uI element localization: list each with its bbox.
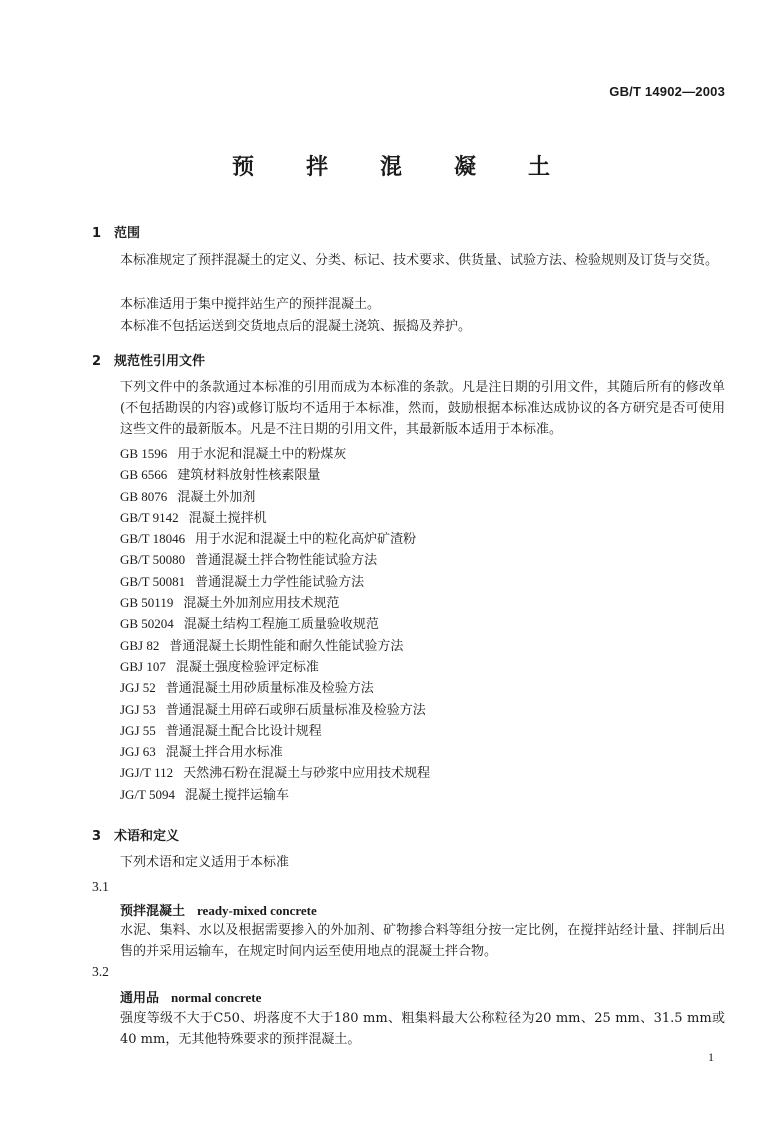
section-number: 2 <box>92 354 102 369</box>
section-title: 规范性引用文件 <box>114 354 206 369</box>
reference-code: JGJ 55 <box>120 722 156 738</box>
list-item <box>120 613 430 634</box>
reference-title: 用于水泥和混凝土中的粉煤灰 <box>177 447 347 462</box>
reference-code: GB/T 18046 <box>120 531 186 547</box>
reference-code: GB/T 50081 <box>120 573 186 589</box>
list-item <box>120 677 430 698</box>
reference-title: 普通混凝土拌合物性能试验方法 <box>195 553 378 569</box>
reference-code: JGJ 52 <box>120 680 156 696</box>
list-item <box>120 720 430 741</box>
reference-title: 普通混凝土力学性能试验方法 <box>195 574 365 590</box>
section-number: 1 <box>92 226 102 241</box>
title-char: 土 <box>528 155 551 180</box>
term-definition: 水泥、集料、水以及根据需要掺入的外加剂、矿物掺合料等组分按一定比例，在搅拌站经计量、拌制后出售的并采用运输车，在规定时间内运至使用地点的混凝土拌合物。 <box>120 923 725 959</box>
term-chinese: 预拌混凝土 <box>120 904 186 919</box>
term-english: ready-mixed concrete <box>197 903 317 918</box>
term-entry <box>120 987 261 1006</box>
list-item <box>120 528 430 549</box>
reference-code: JGJ 63 <box>120 744 156 760</box>
reference-code: GBJ 107 <box>120 658 166 674</box>
reference-title: 混凝土强度检验评定标准 <box>175 659 319 675</box>
reference-title: 用于水泥和混凝土中的粒化高炉矿渣粉 <box>195 532 417 548</box>
reference-title: 普通混凝土用砂质量标准及检验方法 <box>165 681 374 697</box>
reference-title: 混凝土搅拌运输车 <box>185 787 290 803</box>
reference-title: 混凝土外加剂应用技术规范 <box>183 596 340 612</box>
reference-code: GB 6566 <box>120 467 168 483</box>
clause-number: 3.2 <box>92 964 109 979</box>
reference-code: GBJ 82 <box>120 637 160 653</box>
reference-title: 混凝土外加剂 <box>177 489 256 505</box>
section-3-heading <box>92 825 179 844</box>
section-1-heading <box>92 222 140 241</box>
reference-code: GB/T 9142 <box>120 509 179 525</box>
list-item <box>120 443 430 464</box>
list-item <box>120 464 430 485</box>
reference-title: 普通混凝土长期性能和耐久性能试验方法 <box>169 638 404 654</box>
section-number: 3 <box>92 829 102 844</box>
reference-code: GB 50119 <box>120 595 174 611</box>
reference-code: JGJ/T 112 <box>120 765 174 781</box>
reference-title: 混凝土搅拌机 <box>188 510 267 526</box>
reference-title: 混凝土拌合用水标准 <box>165 745 283 761</box>
list-item <box>120 762 430 783</box>
reference-title: 普通混凝土用碎石或卵石质量标准及检验方法 <box>165 702 426 718</box>
document-title <box>0 150 782 181</box>
reference-code: GB 1596 <box>120 446 168 461</box>
reference-title: 普通混凝土配合比设计规程 <box>165 723 322 739</box>
title-char: 凝 <box>454 155 477 180</box>
list-item <box>120 741 430 762</box>
reference-list <box>120 443 430 805</box>
title-char: 混 <box>379 155 402 180</box>
list-item <box>120 507 430 528</box>
list-item <box>120 656 430 677</box>
section-2-heading <box>92 350 205 369</box>
list-item <box>120 699 430 720</box>
section-title: 术语和定义 <box>114 829 180 844</box>
term-chinese: 通用品 <box>120 991 160 1006</box>
list-item <box>120 784 430 805</box>
list-item <box>120 592 430 613</box>
title-char: 拌 <box>305 155 328 180</box>
terms-intro: 下列术语和定义适用于本标准 <box>120 855 290 870</box>
list-item <box>120 486 430 507</box>
list-item <box>120 571 430 592</box>
scope-paragraph-2: 本标准适用于集中搅拌站生产的预拌混凝土。 <box>120 297 381 312</box>
reference-title: 建筑材料放射性核素限量 <box>177 468 321 484</box>
list-item <box>120 549 430 570</box>
reference-code: GB 50204 <box>120 616 174 632</box>
reference-code: JGJ 53 <box>120 701 156 717</box>
list-item <box>120 635 430 656</box>
term-entry <box>120 900 317 919</box>
reference-code: GB/T 50080 <box>120 552 186 568</box>
reference-code: JG/T 5094 <box>120 786 176 802</box>
title-char: 预 <box>231 155 254 180</box>
reference-title: 混凝土结构工程施工质量验收规范 <box>183 617 379 633</box>
normative-intro-paragraph: 下列文件中的条款通过本标准的引用而成为本标准的条款。凡是注日期的引用文件，其随后所有的修改单(不包括勘误的内容)或修订版均不适用于本标准，然而，鼓励根据本标准达成协议的各方研究是否可使用这些文件的最新版本。凡是不注日期的引用文件，其最新版本适用于本标准。 <box>120 380 725 437</box>
term-definition: 强度等级不大于C50、坍落度不大于180 mm、粗集料最大公称粒径为20 mm、25 mm、31.5 mm或40 mm，无其他特殊要求的预拌混凝土。 <box>120 1011 725 1047</box>
term-english: normal concrete <box>171 990 262 1005</box>
standard-number: GB/T 14902—2003 <box>609 84 725 99</box>
scope-paragraph-3: 本标准不包括运送到交货地点后的混凝土浇筑、振捣及养护。 <box>120 319 472 334</box>
section-title: 范围 <box>114 226 141 241</box>
clause-number: 3.1 <box>92 879 109 894</box>
reference-title: 天然沸石粉在混凝土与砂浆中应用技术规程 <box>183 766 431 782</box>
reference-code: GB 8076 <box>120 488 168 504</box>
page-number: 1 <box>708 1050 714 1064</box>
scope-paragraph-1: 本标准规定了预拌混凝土的定义、分类、标记、技术要求、供货量、试验方法、检验规则及订货与交货。 <box>120 253 719 268</box>
